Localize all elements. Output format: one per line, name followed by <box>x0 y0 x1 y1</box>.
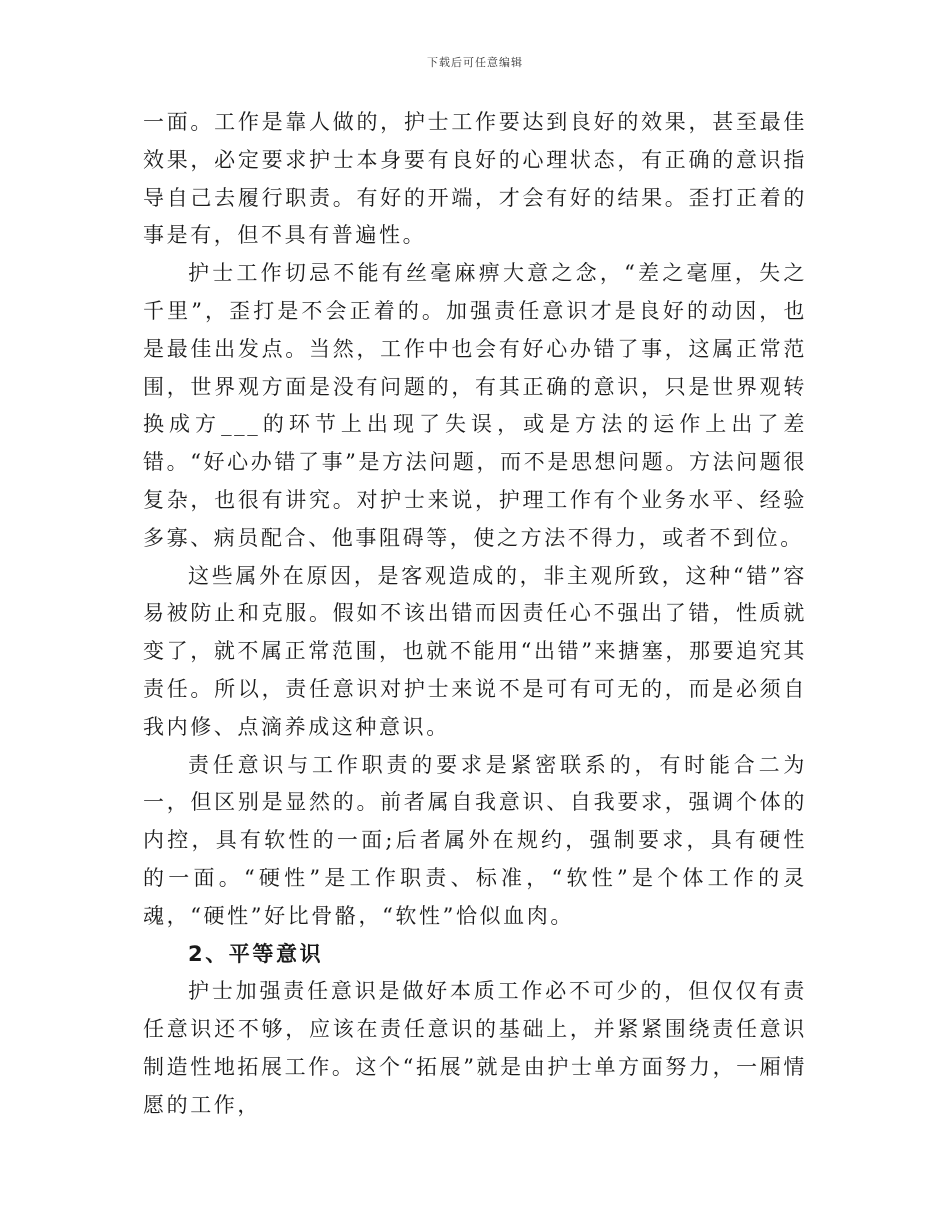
paragraph-3: 这些属外在原因，是客观造成的，非主观所致，这种“错”容易被防止和克服。假如不该出错而因责任心不强出了错，性质就变了，就不属正常范围，也就不能用“出错”来搪塞，那要追究其责任。所以，责任意识对护士来说不是可有可无的，而是必须自我内修、点滴养成这种意识。 <box>143 563 807 739</box>
section-heading-equality: 2、平等意识 <box>188 941 324 966</box>
paragraph-continuation: 一面。工作是靠人做的，护士工作要达到良好的效果，甚至最佳效果，必定要求护士本身要有良好的心理状态，有正确的意识指导自己去履行职责。有好的开端，才会有好的结果。歪打正着的事是有，但不具有普遍性。 <box>143 110 807 248</box>
paragraph-4: 责任意识与工作职责的要求是紧密联系的，有时能合二为一，但区别是显然的。前者属自我意识、自我要求，强调个体的内控，具有软性的一面;后者属外在规约，强制要求，具有硬性的一面。“硬性”是工作职责、标准，“软性”是个体工作的灵魂，“硬性”好比骨骼，“软性”恰似血肉。 <box>143 752 807 928</box>
paragraph-2: 护士工作切忌不能有丝毫麻痹大意之念，“差之毫厘，失之千里”，歪打是不会正着的。加强责任意识才是良好的动因，也是最佳出发点。当然，工作中也会有好心办错了事，这属正常范围，世界观方面是没有问题的，有其正确的意识，只是世界观转换成方___的环节上出现了失误，或是方法的运作上出了差错。“好心办错了事”是方法问题，而不是思想问题。方法问题很复杂，也很有讲究。对护士来说，护理工作有个业务水平、经验多寡、病员配合、他事阻碍等，使之方法不得力，或者不到位。 <box>143 261 807 550</box>
document-body <box>143 104 807 1125</box>
paragraph-5: 护士加强责任意识是做好本质工作必不可少的，但仅仅有责任意识还不够，应该在责任意识的基础上，并紧紧围绕责任意识制造性地拓展工作。这个“拓展”就是由护士单方面努力，一厢情愿的工作， <box>143 979 807 1117</box>
page-header: 下载后可任意编辑 <box>427 56 523 69</box>
